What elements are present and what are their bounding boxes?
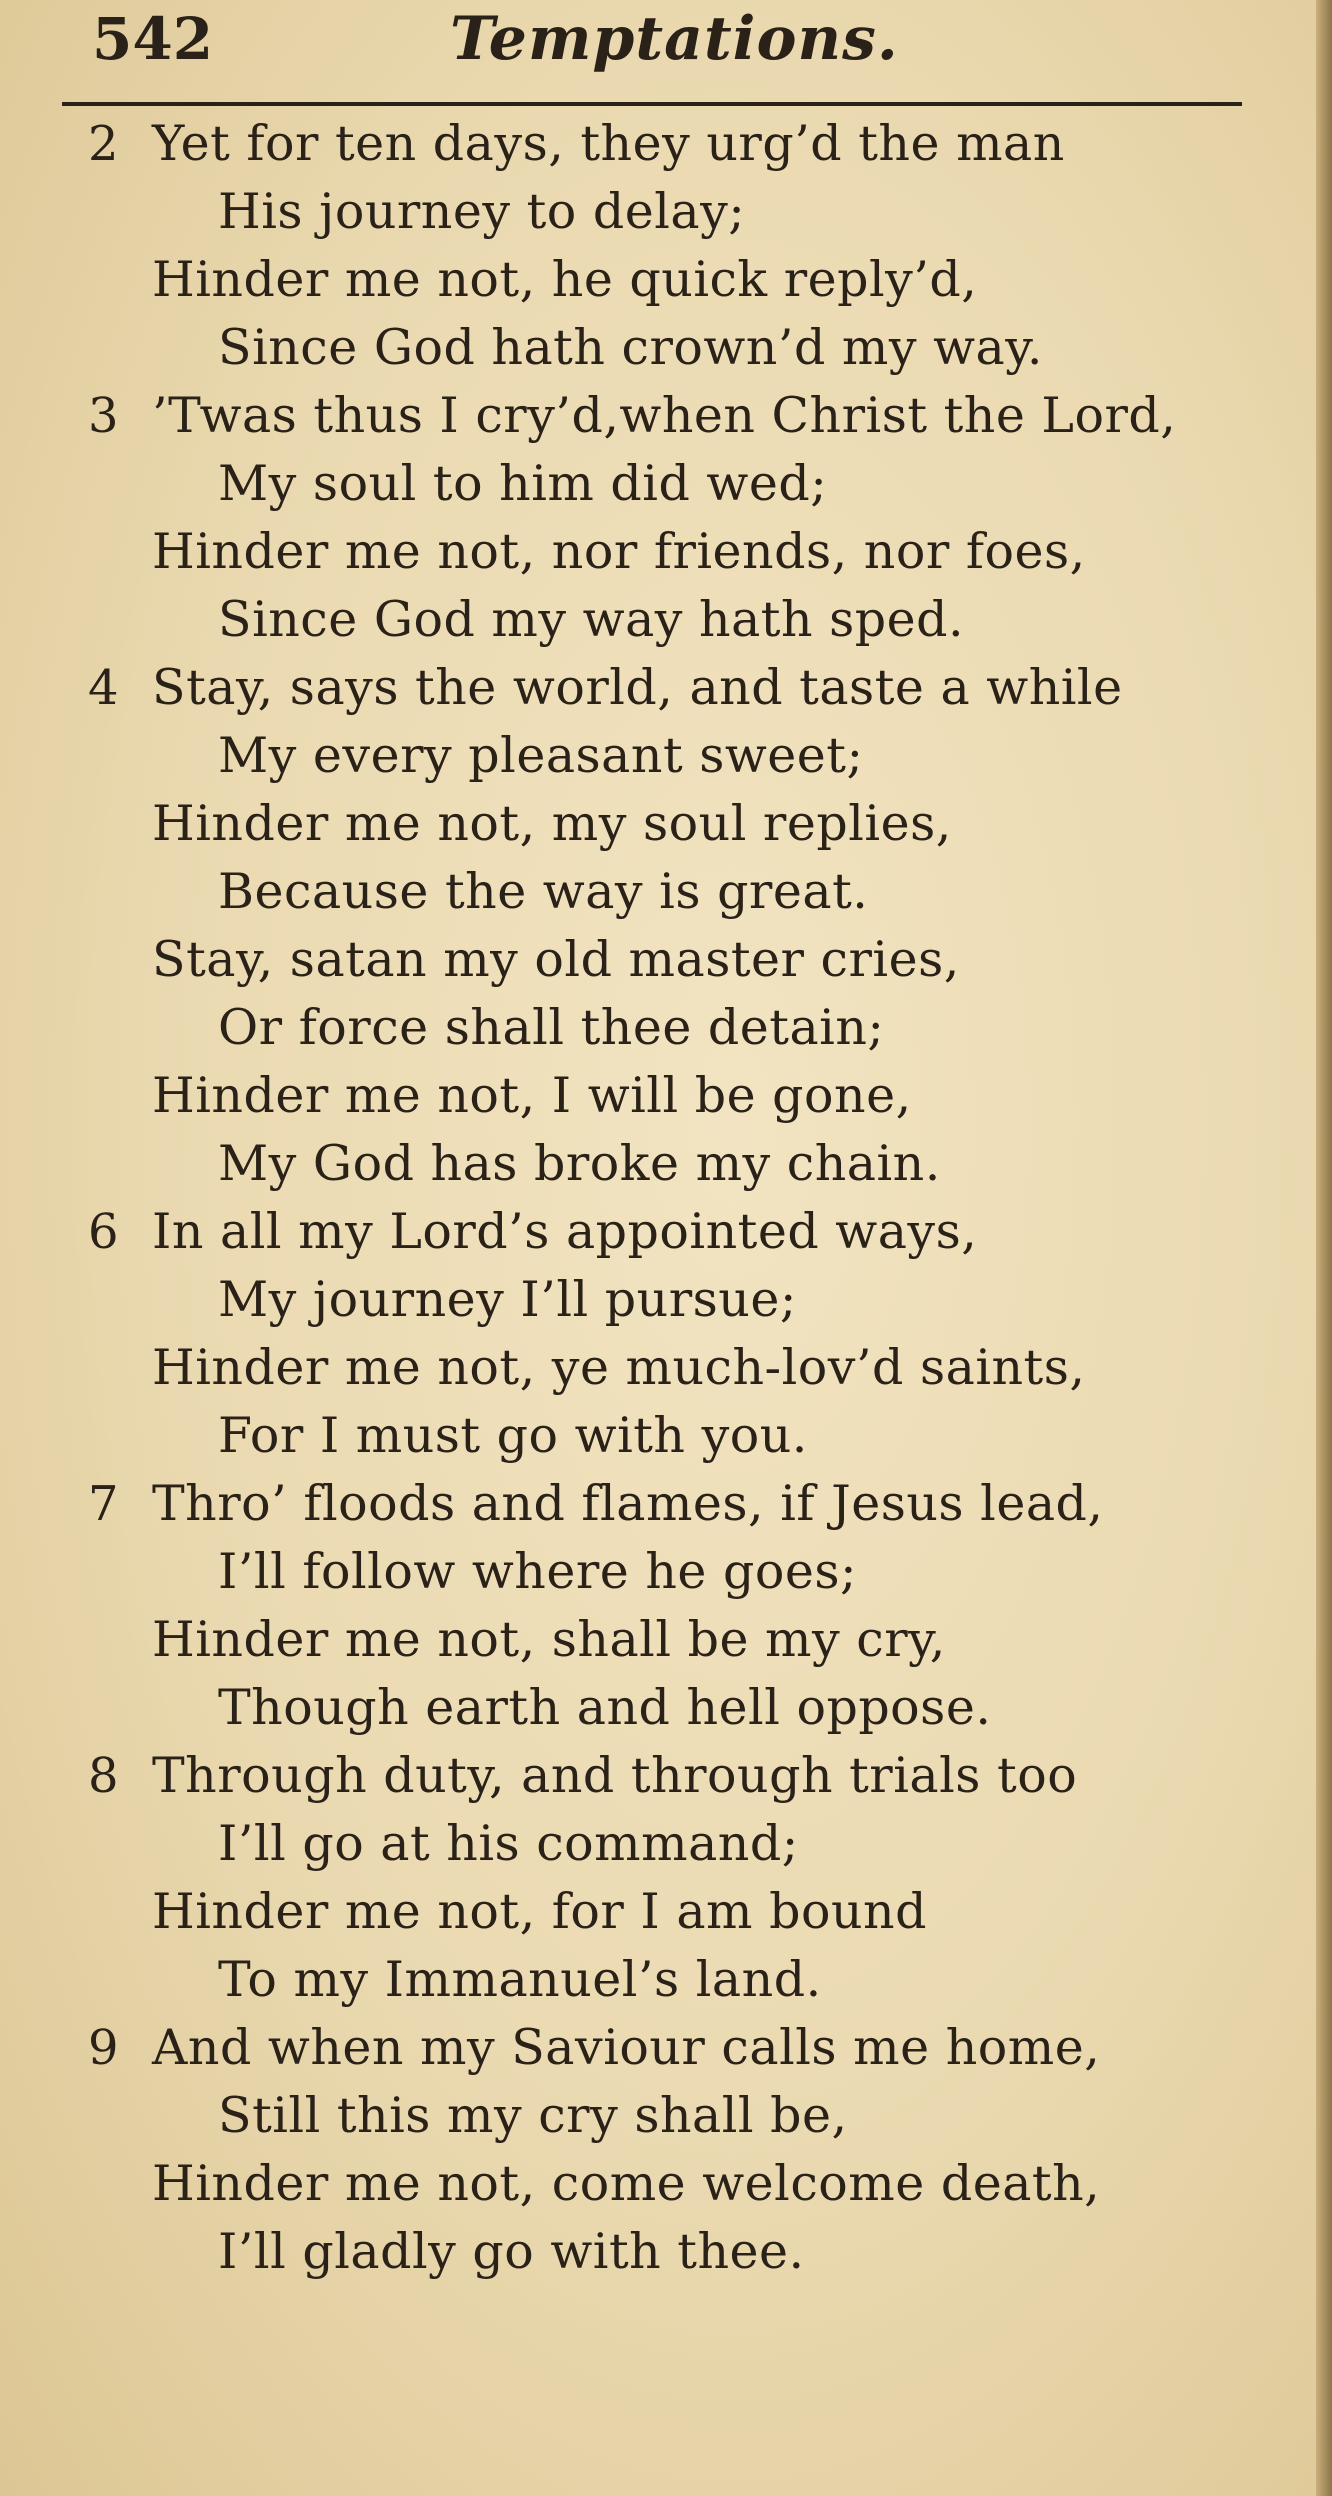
stanza xyxy=(0,2014,1310,2286)
stanza-number: 7 xyxy=(88,1476,119,1532)
stanza xyxy=(0,110,1310,382)
header-rule xyxy=(62,102,1242,106)
verse-line: In all my Lord’s appointed ways, xyxy=(152,1203,978,1260)
verse-line: Hinder me not, he quick reply’d, xyxy=(152,251,978,308)
verse-line: Still this my cry shall be, xyxy=(218,2087,848,2144)
page-number: 542 xyxy=(92,5,214,73)
verse-line: Stay, satan my old master cries, xyxy=(152,931,960,988)
verse-line: Though earth and hell oppose. xyxy=(218,1679,992,1736)
verse-line: Through duty, and through trials too xyxy=(152,1747,1078,1804)
stanza-number: 6 xyxy=(88,1204,119,1260)
verse-line: My every pleasant sweet; xyxy=(218,727,864,784)
verse-line: I’ll gladly go with thee. xyxy=(218,2223,805,2280)
page-header xyxy=(80,0,1240,90)
verse-line: Hinder me not, ye much-lov’d saints, xyxy=(152,1339,1086,1396)
verse-line: And when my Saviour calls me home, xyxy=(152,2019,1101,2076)
verse-line: ’Twas thus I cry’d,when Christ the Lord, xyxy=(152,387,1177,444)
verse-line: Hinder me not, shall be my cry, xyxy=(152,1611,946,1668)
stanza xyxy=(0,1470,1310,1742)
verse-line: I’ll go at his command; xyxy=(218,1815,799,1872)
stanza-number: 8 xyxy=(88,1748,119,1804)
verse-line: Hinder me not, my soul replies, xyxy=(152,795,952,852)
hymn-text xyxy=(0,110,1310,2286)
verse-line: Hinder me not, for I am bound xyxy=(152,1883,927,1940)
page-edge xyxy=(1316,0,1332,2496)
running-title: Temptations. xyxy=(450,4,899,74)
verse-line: Since God hath crown’d my way. xyxy=(218,319,1044,376)
stanza-number: 9 xyxy=(88,2020,119,2076)
stanza xyxy=(0,926,1310,1198)
verse-line: Or force shall thee detain; xyxy=(218,999,885,1056)
verse-line: Thro’ floods and flames, if Jesus lead, xyxy=(152,1475,1104,1532)
stanza xyxy=(0,1198,1310,1470)
stanza xyxy=(0,382,1310,654)
verse-line: I’ll follow where he goes; xyxy=(218,1543,857,1600)
verse-line: His journey to delay; xyxy=(218,183,746,240)
verse-line: Hinder me not, nor friends, nor foes, xyxy=(152,523,1086,580)
stanza-number: 4 xyxy=(88,660,119,716)
verse-line: My God has broke my chain. xyxy=(218,1135,941,1192)
verse-line: Hinder me not, I will be gone, xyxy=(152,1067,912,1124)
verse-line: Stay, says the world, and taste a while xyxy=(152,659,1123,716)
stanza xyxy=(0,1742,1310,2014)
stanza xyxy=(0,654,1310,926)
verse-line: Hinder me not, come welcome death, xyxy=(152,2155,1101,2212)
verse-line: For I must go with you. xyxy=(218,1407,808,1464)
verse-line: Since God my way hath sped. xyxy=(218,591,965,648)
stanza-number: 2 xyxy=(88,116,119,172)
verse-line: My soul to him did wed; xyxy=(218,455,828,512)
stanza-number: 3 xyxy=(88,388,119,444)
verse-line: Yet for ten days, they urg’d the man xyxy=(152,115,1065,172)
verse-line: Because the way is great. xyxy=(218,863,869,920)
verse-line: To my Immanuel’s land. xyxy=(218,1951,822,2008)
verse-line: My journey I’ll pursue; xyxy=(218,1271,797,1328)
